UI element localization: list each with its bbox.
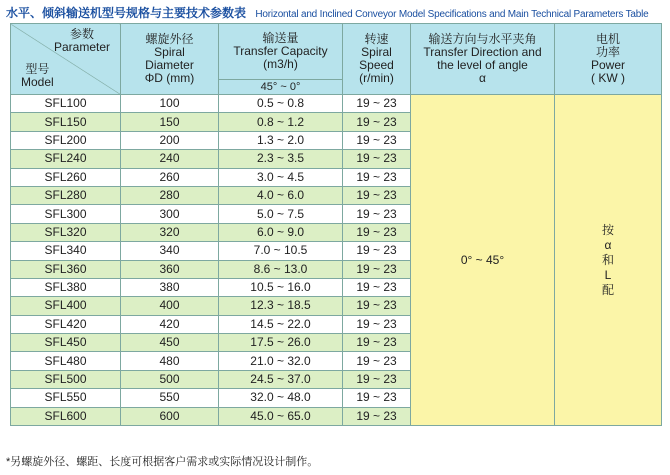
direction-value-cell: 0° ~ 45°: [411, 95, 555, 426]
cell-speed: 19 ~ 23: [343, 334, 411, 352]
cell-model: SFL280: [11, 186, 121, 204]
cell-diameter: 320: [121, 223, 219, 241]
cell-diameter: 450: [121, 334, 219, 352]
header-direction: 输送方向与水平夹角 Transfer Direction and the level of angle α: [411, 24, 555, 95]
cell-model: SFL400: [11, 297, 121, 315]
table-body: [11, 95, 662, 426]
cell-speed: 19 ~ 23: [343, 113, 411, 131]
cell-speed: 19 ~ 23: [343, 168, 411, 186]
cell-capacity: 21.0 ~ 32.0: [219, 352, 343, 370]
cell-model: SFL200: [11, 131, 121, 149]
cell-speed: 19 ~ 23: [343, 407, 411, 425]
cell-speed: 19 ~ 23: [343, 260, 411, 278]
cell-speed: 19 ~ 23: [343, 186, 411, 204]
page-title: [6, 6, 666, 20]
cell-diameter: 280: [121, 186, 219, 204]
power-value-cell: [555, 95, 662, 426]
cell-model: SFL600: [11, 407, 121, 425]
header-power: 电机 功率 Power ( KW ): [555, 24, 662, 95]
header-param-model-cell: [11, 24, 121, 95]
cell-model: SFL500: [11, 370, 121, 388]
footnote: *另螺旋外径、螺距、长度可根据客户需求或实际情况设计制作。: [6, 456, 319, 468]
cell-diameter: 200: [121, 131, 219, 149]
cell-capacity: 8.6 ~ 13.0: [219, 260, 343, 278]
header-param-cn: 参数: [69, 27, 94, 41]
cell-capacity: 10.5 ~ 16.0: [219, 278, 343, 296]
power-value-text: 按α和L配: [602, 222, 615, 297]
table-row: [11, 95, 662, 113]
cell-speed: 19 ~ 23: [343, 95, 411, 113]
cell-diameter: 420: [121, 315, 219, 333]
header-capacity: 输送量 Transfer Capacity (m3/h): [219, 24, 343, 80]
cell-speed: 19 ~ 23: [343, 205, 411, 223]
cell-capacity: 7.0 ~ 10.5: [219, 242, 343, 260]
cell-diameter: 380: [121, 278, 219, 296]
cell-diameter: 550: [121, 389, 219, 407]
header-model-en: Model: [21, 75, 54, 89]
cell-diameter: 300: [121, 205, 219, 223]
cell-speed: 19 ~ 23: [343, 297, 411, 315]
cell-diameter: 240: [121, 150, 219, 168]
cell-model: SFL320: [11, 223, 121, 241]
cell-model: SFL360: [11, 260, 121, 278]
cell-speed: 19 ~ 23: [343, 389, 411, 407]
cell-capacity: 1.3 ~ 2.0: [219, 131, 343, 149]
header-diameter: 螺旋外径 Spiral Diameter ΦD (mm): [121, 24, 219, 95]
cell-model: SFL450: [11, 334, 121, 352]
cell-diameter: 340: [121, 242, 219, 260]
cell-diameter: 480: [121, 352, 219, 370]
cell-capacity: 3.0 ~ 4.5: [219, 168, 343, 186]
cell-speed: 19 ~ 23: [343, 150, 411, 168]
title-en: Horizontal and Inclined Conveyor Model Specifications and Main Technical Parameters Table: [255, 9, 649, 20]
cell-speed: 19 ~ 23: [343, 131, 411, 149]
spec-table: [10, 23, 662, 426]
cell-capacity: 4.0 ~ 6.0: [219, 186, 343, 204]
header-capacity-angle: 45° ~ 0°: [219, 80, 343, 95]
cell-diameter: 360: [121, 260, 219, 278]
cell-diameter: 100: [121, 95, 219, 113]
header-speed: 转速 Spiral Speed (r/min): [343, 24, 411, 95]
cell-speed: 19 ~ 23: [343, 278, 411, 296]
cell-diameter: 500: [121, 370, 219, 388]
cell-model: SFL550: [11, 389, 121, 407]
cell-diameter: 600: [121, 407, 219, 425]
cell-capacity: 14.5 ~ 22.0: [219, 315, 343, 333]
cell-model: SFL260: [11, 168, 121, 186]
cell-capacity: 5.0 ~ 7.5: [219, 205, 343, 223]
cell-model: SFL100: [11, 95, 121, 113]
cell-diameter: 400: [121, 297, 219, 315]
cell-model: SFL380: [11, 278, 121, 296]
cell-capacity: 32.0 ~ 48.0: [219, 389, 343, 407]
cell-diameter: 150: [121, 113, 219, 131]
cell-model: SFL240: [11, 150, 121, 168]
cell-capacity: 17.5 ~ 26.0: [219, 334, 343, 352]
cell-diameter: 260: [121, 168, 219, 186]
cell-capacity: 0.5 ~ 0.8: [219, 95, 343, 113]
cell-model: SFL150: [11, 113, 121, 131]
title-cn: 水平、倾斜输送机型号规格与主要技术参数表: [6, 6, 247, 20]
cell-model: SFL420: [11, 315, 121, 333]
cell-model: SFL480: [11, 352, 121, 370]
cell-capacity: 24.5 ~ 37.0: [219, 370, 343, 388]
cell-capacity: 12.3 ~ 18.5: [219, 297, 343, 315]
cell-speed: 19 ~ 23: [343, 370, 411, 388]
header-model-cn: 型号: [25, 62, 50, 76]
cell-speed: 19 ~ 23: [343, 315, 411, 333]
cell-capacity: 0.8 ~ 1.2: [219, 113, 343, 131]
cell-speed: 19 ~ 23: [343, 223, 411, 241]
cell-capacity: 45.0 ~ 65.0: [219, 407, 343, 425]
header-param-en: Parameter: [53, 40, 110, 54]
cell-model: SFL300: [11, 205, 121, 223]
cell-capacity: 2.3 ~ 3.5: [219, 150, 343, 168]
cell-speed: 19 ~ 23: [343, 242, 411, 260]
cell-speed: 19 ~ 23: [343, 352, 411, 370]
cell-capacity: 6.0 ~ 9.0: [219, 223, 343, 241]
cell-model: SFL340: [11, 242, 121, 260]
